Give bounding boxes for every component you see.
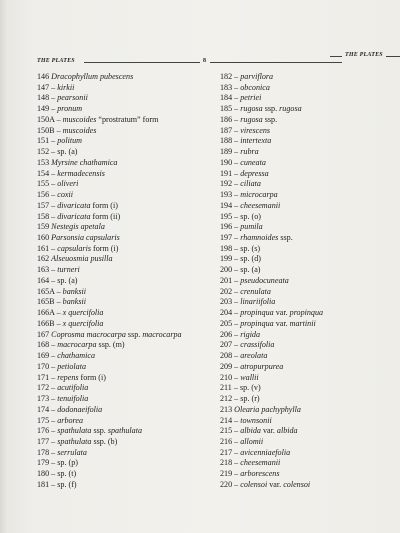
plate-number: 214 xyxy=(220,415,233,425)
plate-number: 220 xyxy=(220,479,233,489)
species-name: – acutifolia xyxy=(51,383,89,393)
plate-number: 151 xyxy=(37,136,50,146)
species-name: – colensoi xyxy=(234,479,268,489)
species-qualifier: “prostratum” form xyxy=(96,114,159,124)
running-header-right: THE PLATES xyxy=(345,52,383,58)
plate-list-item xyxy=(220,416,323,427)
running-header-left: THE PLATES xyxy=(37,58,75,64)
plate-list-item xyxy=(37,83,182,94)
species-qualifier: sp. (p) xyxy=(57,458,78,468)
infraspecific-name: macrocarpa xyxy=(142,329,182,339)
plate-number: 216 xyxy=(220,436,233,446)
plate-list-item xyxy=(37,308,182,319)
infraspecific-name: colensoi xyxy=(283,479,311,489)
plate-list-item xyxy=(37,469,182,480)
infraspecific-name: spathulata xyxy=(107,426,143,436)
species-name: Myrsine chathamica xyxy=(51,157,118,167)
plate-number: 168 xyxy=(37,340,50,350)
plate-list-item xyxy=(220,330,323,341)
plate-number: 191 xyxy=(220,168,233,178)
species-name: – spathulata xyxy=(51,426,92,436)
plate-list-item xyxy=(220,104,323,115)
plate-list-item xyxy=(220,383,323,394)
species-name: – xyxy=(234,394,241,404)
species-name: – rubra xyxy=(234,147,259,157)
plate-number: 165B xyxy=(37,297,55,307)
species-name: – rigida xyxy=(234,329,261,339)
species-name: – xyxy=(234,243,241,253)
species-name: – rugosa xyxy=(234,114,263,124)
plate-number: 215 xyxy=(220,426,233,436)
plate-list-item xyxy=(220,147,323,158)
plate-number: 164 xyxy=(37,275,50,285)
plate-list-item xyxy=(220,287,323,298)
header-rule-middle xyxy=(210,62,342,63)
species-name: Olearia pachyphylla xyxy=(234,404,301,414)
plate-list-item xyxy=(220,458,323,469)
plate-number: 175 xyxy=(37,415,50,425)
plate-list-item xyxy=(37,212,182,223)
species-name: – x quercifolia xyxy=(56,318,104,328)
plate-list-item xyxy=(37,448,182,459)
plate-list-item xyxy=(37,147,182,158)
species-name: – xyxy=(234,211,241,221)
plate-list-item xyxy=(37,169,182,180)
header-rule-right-a xyxy=(330,56,342,57)
species-name: – spathulata xyxy=(51,436,92,446)
plate-list-item xyxy=(220,351,323,362)
plate-number: 169 xyxy=(37,351,50,361)
plate-number: 180 xyxy=(37,469,50,479)
plate-number: 189 xyxy=(220,147,233,157)
species-qualifier: form (i) xyxy=(90,243,119,253)
species-qualifier: ssp. (b) xyxy=(91,436,118,446)
plate-list-item xyxy=(220,362,323,373)
species-qualifier: ssp. xyxy=(278,233,293,243)
plate-number: 155 xyxy=(37,179,50,189)
species-name: – coxii xyxy=(51,190,73,200)
species-name: – tenuifolia xyxy=(51,394,89,404)
plate-number: 181 xyxy=(37,479,50,489)
species-name: – kermadecensis xyxy=(51,168,105,178)
plate-list-item xyxy=(220,373,323,384)
species-name: – microcarpa xyxy=(234,190,278,200)
plate-number: 204 xyxy=(220,308,233,318)
species-name: Alseuosmia pusilla xyxy=(51,254,113,264)
plate-number: 157 xyxy=(37,200,50,210)
plate-number: 196 xyxy=(220,222,233,232)
plate-list-item xyxy=(220,448,323,459)
plate-number: 207 xyxy=(220,340,233,350)
plate-number: 170 xyxy=(37,361,50,371)
species-name: – wallii xyxy=(234,372,259,382)
plate-list-item xyxy=(37,416,182,427)
species-name: – depressa xyxy=(234,168,269,178)
infraspecific-name: martinii xyxy=(289,318,316,328)
species-name: – cheesemanii xyxy=(234,200,281,210)
plate-number: 206 xyxy=(220,329,233,339)
species-name: – xyxy=(51,479,58,489)
species-name: – rugosa xyxy=(234,104,263,114)
plate-number: 213 xyxy=(220,404,233,414)
plate-list-item xyxy=(220,405,323,416)
species-qualifier: var. xyxy=(267,479,284,489)
plate-list-item xyxy=(37,72,182,83)
species-name: – xyxy=(234,254,241,264)
plate-number: 198 xyxy=(220,243,233,253)
species-name: – xyxy=(51,469,58,479)
species-name: – repens xyxy=(51,372,79,382)
plate-number: 194 xyxy=(220,200,233,210)
species-name: – crassifolia xyxy=(234,340,275,350)
species-name: Parsonsia capsularis xyxy=(51,233,120,243)
species-name: – arborea xyxy=(51,415,84,425)
species-name: – petiolata xyxy=(51,361,87,371)
plate-list-right-column xyxy=(220,72,323,491)
plate-list-item xyxy=(37,254,182,265)
species-name: – chathamica xyxy=(51,351,96,361)
plate-number: 187 xyxy=(220,125,233,135)
plate-list-item xyxy=(220,72,323,83)
plate-list-item xyxy=(220,276,323,287)
plate-list-item xyxy=(220,201,323,212)
plate-number: 177 xyxy=(37,436,50,446)
plate-list-item xyxy=(220,233,323,244)
plate-number: 161 xyxy=(37,243,50,253)
plate-list-item xyxy=(220,340,323,351)
plate-number: 209 xyxy=(220,361,233,371)
plate-list-item xyxy=(37,426,182,437)
species-name: – areolata xyxy=(234,351,268,361)
species-name: – kirkii xyxy=(51,82,75,92)
species-name: – linariifolia xyxy=(234,297,276,307)
plate-list-item xyxy=(220,93,323,104)
plate-number: 160 xyxy=(37,233,50,243)
plate-list-item xyxy=(220,179,323,190)
plate-number: 158 xyxy=(37,211,50,221)
page-number: 8 xyxy=(203,58,206,64)
species-name: – obconica xyxy=(234,82,270,92)
plate-number: 183 xyxy=(220,82,233,92)
plate-number: 152 xyxy=(37,147,50,157)
species-name: – albida xyxy=(234,426,261,436)
plate-list-item xyxy=(37,351,182,362)
plate-list-item xyxy=(37,93,182,104)
species-qualifier: sp. (v) xyxy=(239,383,261,393)
plate-number: 182 xyxy=(220,72,233,81)
plate-number: 153 xyxy=(37,157,50,167)
species-name: – virescens xyxy=(234,125,271,135)
plate-number: 218 xyxy=(220,458,233,468)
species-qualifier: sp. (a) xyxy=(240,265,261,275)
species-name: – pronum xyxy=(51,104,83,114)
species-qualifier: sp. (f) xyxy=(57,479,77,489)
species-name: – allomii xyxy=(234,436,264,446)
plate-list-item xyxy=(220,319,323,330)
plate-number: 200 xyxy=(220,265,233,275)
plate-number: 156 xyxy=(37,190,50,200)
species-name: – xyxy=(233,383,240,393)
species-qualifier: sp. (r) xyxy=(240,394,260,404)
species-qualifier: var. xyxy=(260,426,277,436)
species-name: – politum xyxy=(51,136,82,146)
plate-list-item xyxy=(37,222,182,233)
plate-list-item xyxy=(37,480,182,491)
plate-list-item xyxy=(220,297,323,308)
plate-list-item xyxy=(37,405,182,416)
plate-number: 205 xyxy=(220,318,233,328)
plate-list-item xyxy=(220,83,323,94)
species-qualifier: var. xyxy=(273,318,290,328)
plate-list-item xyxy=(37,340,182,351)
plate-number: 202 xyxy=(220,286,233,296)
plate-number: 195 xyxy=(220,211,233,221)
species-name: – intertexta xyxy=(234,136,272,146)
infraspecific-name: albida xyxy=(276,426,298,436)
plate-list-item xyxy=(37,383,182,394)
plate-list-item xyxy=(37,287,182,298)
plate-number: 150A xyxy=(37,114,55,124)
species-name: – x quercifolia xyxy=(56,308,104,318)
plate-number: 146 xyxy=(37,72,50,81)
plate-list-item xyxy=(37,276,182,287)
plate-number: 171 xyxy=(37,372,50,382)
species-name: – cuneata xyxy=(234,157,266,167)
plate-list-item xyxy=(220,265,323,276)
plate-list-item xyxy=(220,158,323,169)
plate-number: 172 xyxy=(37,383,50,393)
plate-list-item xyxy=(220,136,323,147)
plate-list-item xyxy=(37,297,182,308)
plate-list-item xyxy=(37,136,182,147)
plate-list-item xyxy=(220,169,323,180)
plate-number: 154 xyxy=(37,168,50,178)
plate-list-item xyxy=(37,233,182,244)
species-name: Nestegis apetala xyxy=(51,222,105,232)
plate-list-item xyxy=(37,458,182,469)
plate-list-item xyxy=(220,222,323,233)
plate-list-item xyxy=(220,254,323,265)
species-name: Dracophyllum pubescens xyxy=(51,72,134,81)
species-name: – crenulata xyxy=(234,286,271,296)
plate-number: 176 xyxy=(37,426,50,436)
plate-list-item xyxy=(37,437,182,448)
plate-number: 211 xyxy=(220,383,232,393)
plate-number: 197 xyxy=(220,233,233,243)
plate-list-item xyxy=(37,373,182,384)
species-name: – parviflora xyxy=(234,72,274,81)
species-name: – muscoides xyxy=(56,114,97,124)
species-name: – propinqua xyxy=(234,318,274,328)
species-qualifier: sp. (d) xyxy=(240,254,261,264)
page-gutter-shadow xyxy=(0,0,8,533)
infraspecific-name: propinqua xyxy=(289,308,324,318)
plate-number: 208 xyxy=(220,351,233,361)
species-qualifier: sp. (t) xyxy=(57,469,77,479)
species-qualifier: var. xyxy=(273,308,290,318)
species-name: – turneri xyxy=(51,265,80,275)
plate-list-item xyxy=(220,437,323,448)
plate-list-item xyxy=(220,212,323,223)
plate-number: 210 xyxy=(220,372,233,382)
plate-number: 159 xyxy=(37,222,50,232)
plate-list-item xyxy=(37,158,182,169)
species-name: – macrocarpa xyxy=(51,340,97,350)
plate-number: 179 xyxy=(37,458,50,468)
plate-list-item xyxy=(220,126,323,137)
plate-list-item xyxy=(220,394,323,405)
species-qualifier: ssp. xyxy=(262,104,280,114)
species-name: – pumila xyxy=(234,222,263,232)
species-qualifier: ssp. xyxy=(91,426,108,436)
species-qualifier: ssp. (m) xyxy=(96,340,125,350)
species-name: – dodonaeifolia xyxy=(51,404,103,414)
plate-number: 212 xyxy=(220,394,233,404)
species-name: – serrulata xyxy=(51,447,87,457)
plate-number: 186 xyxy=(220,114,233,124)
plate-list-item xyxy=(37,201,182,212)
plate-list-left-column xyxy=(37,72,182,491)
plate-number: 162 xyxy=(37,254,50,264)
header-rule-right-b xyxy=(386,56,400,57)
species-qualifier: form (i) xyxy=(78,372,106,382)
plate-number: 150B xyxy=(37,125,55,135)
species-name: – avicenniaefolia xyxy=(234,447,291,457)
species-name: – townsonii xyxy=(234,415,272,425)
species-name: – petriei xyxy=(234,93,262,103)
plate-number: 203 xyxy=(220,297,233,307)
species-name: – muscoides xyxy=(56,125,97,135)
species-name: – rhamnoides xyxy=(234,233,279,243)
plate-number: 217 xyxy=(220,447,233,457)
plate-list-item xyxy=(220,426,323,437)
species-name: – pearsonii xyxy=(51,93,88,103)
species-name: – capsularis xyxy=(51,243,91,253)
plate-list-item xyxy=(220,190,323,201)
plate-list-item xyxy=(220,115,323,126)
species-qualifier: sp. (a) xyxy=(57,275,78,285)
plate-number: 149 xyxy=(37,104,50,114)
species-name: – oliveri xyxy=(51,179,79,189)
species-name: – divaricata xyxy=(51,211,91,221)
infraspecific-name: rugosa xyxy=(279,104,302,114)
plate-list-item xyxy=(220,308,323,319)
plate-list-item xyxy=(37,104,182,115)
plate-number: 166A xyxy=(37,308,55,318)
species-name: – xyxy=(234,265,241,275)
species-name: – xyxy=(51,275,58,285)
plate-number: 174 xyxy=(37,404,50,414)
species-name: – banksii xyxy=(56,297,87,307)
species-qualifier: sp. (o) xyxy=(240,211,261,221)
species-name: – banksii xyxy=(56,286,87,296)
species-name: – xyxy=(51,147,58,157)
plate-list-item xyxy=(37,190,182,201)
species-qualifier: form (ii) xyxy=(90,211,121,221)
species-name: – xyxy=(51,458,58,468)
species-qualifier: sp. (a) xyxy=(57,147,78,157)
plate-number: 147 xyxy=(37,82,50,92)
plate-number: 173 xyxy=(37,394,50,404)
plate-list-item xyxy=(37,126,182,137)
plate-number: 199 xyxy=(220,254,233,264)
plate-number: 192 xyxy=(220,179,233,189)
plate-number: 148 xyxy=(37,93,50,103)
species-name: – arborescens xyxy=(234,469,280,479)
header-rule-left xyxy=(84,62,200,63)
plate-list-item xyxy=(220,480,323,491)
plate-list-item xyxy=(37,362,182,373)
plate-number: 219 xyxy=(220,469,233,479)
plate-list-item xyxy=(37,265,182,276)
species-name: – cheesemanii xyxy=(234,458,281,468)
species-name: – pseudocuneata xyxy=(234,275,289,285)
plate-number: 185 xyxy=(220,104,233,114)
plate-number: 166B xyxy=(37,318,55,328)
species-qualifier: sp. (s) xyxy=(240,243,261,253)
plate-list-item xyxy=(37,319,182,330)
plate-number: 193 xyxy=(220,190,233,200)
plate-list-item xyxy=(220,469,323,480)
species-qualifier: form (i) xyxy=(90,200,118,210)
plate-number: 163 xyxy=(37,265,50,275)
plate-number: 165A xyxy=(37,286,55,296)
plate-list-item xyxy=(37,115,182,126)
plate-list-item xyxy=(220,244,323,255)
plate-number: 190 xyxy=(220,157,233,167)
species-name: – ciliata xyxy=(234,179,261,189)
plate-number: 167 xyxy=(37,329,50,339)
species-name: – atropurpurea xyxy=(234,361,284,371)
plate-list-item xyxy=(37,244,182,255)
species-name: Coprosma macrocarpa xyxy=(51,329,126,339)
species-qualifier: ssp. xyxy=(262,114,278,124)
species-name: – divaricata xyxy=(51,200,91,210)
species-name: – propinqua xyxy=(234,308,274,318)
species-qualifier: ssp. xyxy=(125,329,143,339)
plate-list-item xyxy=(37,394,182,405)
plate-number: 201 xyxy=(220,275,233,285)
plate-number: 178 xyxy=(37,447,50,457)
plate-list-item xyxy=(37,179,182,190)
plate-number: 184 xyxy=(220,93,233,103)
plate-list-item xyxy=(37,330,182,341)
plate-number: 188 xyxy=(220,136,233,146)
